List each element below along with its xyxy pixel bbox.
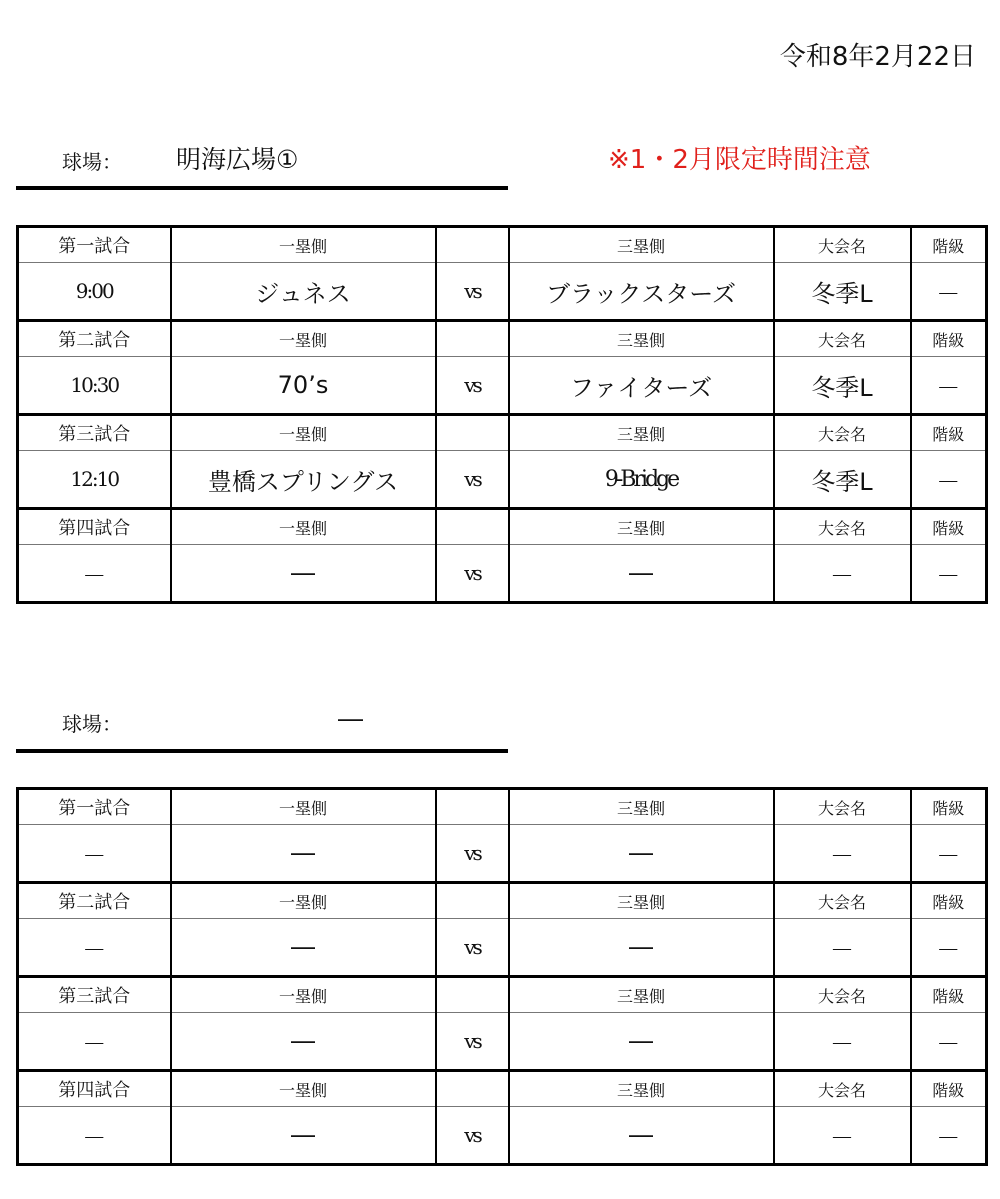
tournament-name: － [774,1013,911,1071]
game-time: － [18,545,171,603]
vs-header-blank [436,321,509,357]
class-header: 階級 [911,883,987,919]
third-base-side-header: 三塁側 [509,227,774,263]
game-time: 9:00 [18,263,171,321]
game-row [18,545,987,603]
game-title: 第二試合 [18,883,171,919]
vs-label: vs [436,825,509,883]
venue-label: 球場： [62,150,122,174]
vs-header-blank [436,415,509,451]
third-base-side-header: 三塁側 [509,1071,774,1107]
third-base-team: ― [509,1107,774,1165]
tournament-header: 大会名 [774,789,911,825]
venue-underline [16,186,508,190]
game-row [18,357,987,415]
class-header: 階級 [911,977,987,1013]
third-base-team: ― [509,1013,774,1071]
first-base-side-header: 一塁側 [171,509,436,545]
game-header-row [18,509,987,545]
tournament-name: － [774,1107,911,1165]
vs-header-blank [436,1071,509,1107]
game-header-row [18,227,987,263]
game-row [18,919,987,977]
first-base-side-header: 一塁側 [171,321,436,357]
game-row [18,1013,987,1071]
first-base-team: 70’s [171,357,436,415]
class-level: － [911,263,987,321]
third-base-team: ― [509,825,774,883]
game-title: 第四試合 [18,509,171,545]
schedule-table [16,225,988,604]
class-header: 階級 [911,227,987,263]
first-base-side-header: 一塁側 [171,227,436,263]
game-row [18,825,987,883]
game-header-row [18,321,987,357]
class-level: － [911,825,987,883]
game-time: － [18,1013,171,1071]
tournament-header: 大会名 [774,977,911,1013]
first-base-team: ― [171,919,436,977]
third-base-side-header: 三塁側 [509,789,774,825]
class-header: 階級 [911,789,987,825]
time-notice: ※1・2月限定時間注意 [608,145,871,175]
vs-label: vs [436,919,509,977]
game-header-row [18,977,987,1013]
tournament-name: － [774,919,911,977]
third-base-team: ファイターズ [509,357,774,415]
game-title: 第三試合 [18,415,171,451]
venue-name: ― [338,704,363,733]
schedule-table [16,787,988,1166]
tournament-header: 大会名 [774,415,911,451]
class-level: － [911,919,987,977]
third-base-side-header: 三塁側 [509,883,774,919]
game-header-row [18,1071,987,1107]
class-header: 階級 [911,321,987,357]
class-level: － [911,545,987,603]
tournament-header: 大会名 [774,883,911,919]
game-time: － [18,919,171,977]
first-base-side-header: 一塁側 [171,977,436,1013]
vs-label: vs [436,1107,509,1165]
game-header-row [18,415,987,451]
class-level: － [911,1013,987,1071]
game-time: 10:30 [18,357,171,415]
tournament-name: 冬季L [774,263,911,321]
third-base-team: ― [509,545,774,603]
first-base-team: ― [171,825,436,883]
vs-header-blank [436,227,509,263]
first-base-side-header: 一塁側 [171,789,436,825]
first-base-side-header: 一塁側 [171,415,436,451]
game-title: 第一試合 [18,789,171,825]
tournament-name: － [774,825,911,883]
vs-header-blank [436,883,509,919]
third-base-team: 9-Bridge [509,451,774,509]
game-row [18,1107,987,1165]
vs-label: vs [436,451,509,509]
vs-header-blank [436,789,509,825]
game-title: 第四試合 [18,1071,171,1107]
venue-label: 球場： [62,712,122,736]
vs-label: vs [436,263,509,321]
vs-header-blank [436,977,509,1013]
game-title: 第三試合 [18,977,171,1013]
first-base-team: ― [171,1013,436,1071]
first-base-team: ジュネス [171,263,436,321]
tournament-name: 冬季L [774,451,911,509]
class-level: － [911,357,987,415]
tournament-name: － [774,545,911,603]
third-base-side-header: 三塁側 [509,321,774,357]
venue-name: 明海広場① [176,145,299,174]
game-title: 第一試合 [18,227,171,263]
game-header-row [18,789,987,825]
class-level: － [911,1107,987,1165]
game-time: － [18,1107,171,1165]
tournament-header: 大会名 [774,1071,911,1107]
first-base-side-header: 一塁側 [171,883,436,919]
tournament-name: 冬季L [774,357,911,415]
tournament-header: 大会名 [774,227,911,263]
game-title: 第二試合 [18,321,171,357]
third-base-side-header: 三塁側 [509,977,774,1013]
vs-label: vs [436,357,509,415]
class-header: 階級 [911,1071,987,1107]
venue-underline [16,749,508,753]
first-base-team: ― [171,1107,436,1165]
first-base-team: 豊橋スプリングス [171,451,436,509]
tournament-header: 大会名 [774,509,911,545]
class-header: 階級 [911,415,987,451]
first-base-team: ― [171,545,436,603]
game-row [18,451,987,509]
tournament-header: 大会名 [774,321,911,357]
vs-label: vs [436,1013,509,1071]
vs-header-blank [436,509,509,545]
third-base-team: ― [509,919,774,977]
class-level: － [911,451,987,509]
third-base-team: ブラックスターズ [509,263,774,321]
vs-label: vs [436,545,509,603]
game-time: － [18,825,171,883]
class-header: 階級 [911,509,987,545]
third-base-side-header: 三塁側 [509,509,774,545]
first-base-side-header: 一塁側 [171,1071,436,1107]
game-header-row [18,883,987,919]
game-row [18,263,987,321]
game-time: 12:10 [18,451,171,509]
document-date: 令和8年2月22日 [779,42,976,72]
third-base-side-header: 三塁側 [509,415,774,451]
